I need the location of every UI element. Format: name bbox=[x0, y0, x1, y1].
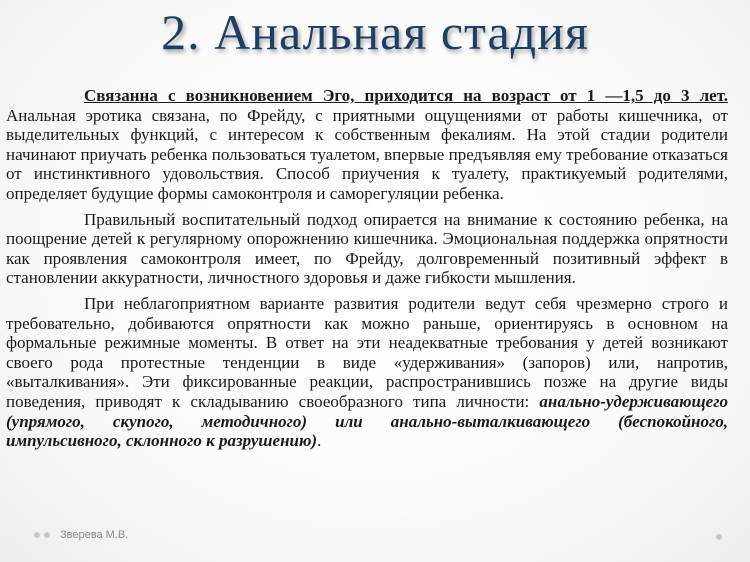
paragraph-1 bbox=[6, 86, 728, 204]
paragraph-3-emphasis: анально-удерживающего (упрямого, скупого, методичного) или анально-выталкивающего (беспокойного, импульсивного, склонного к разрушению) bbox=[6, 391, 728, 451]
paragraph-3-tail: . bbox=[317, 431, 322, 451]
slide-footer bbox=[34, 528, 128, 542]
footer-dot-icon bbox=[44, 532, 50, 538]
paragraph-3 bbox=[6, 294, 728, 451]
paragraph-1-text: Анальная эротика связана, по Фрейду, с приятными ощущениями от работы кишечника, от выделительных функций, с интересом к собственным фекалиям. На этой стадии родители начинают приучать ребенка пользоваться туалетом, впервые предъявляя ему требование отказаться от инстинктивного удовольствия. Способ приучения к туалету, практикуемый родителями, определяет будущие формы самоконтроля и саморегуляции ребенка. bbox=[6, 105, 728, 203]
paragraph-1-highlight: Связанна с возникновением Эго, приходится на возраст от 1 —1,5 до 3 лет. bbox=[84, 86, 728, 105]
slide-title: 2. Анальная стадия bbox=[161, 4, 589, 60]
footer-dot-icon bbox=[34, 532, 40, 538]
paragraph-2 bbox=[6, 210, 728, 288]
footer-right-dot-icon bbox=[716, 534, 722, 540]
paragraph-2-text: Правильный воспитательный подход опирается на внимание к состоянию ребенка, на поощрение детей к регулярному опорожнению кишечника. Эмоциональная поддержка опрятности как проявления самоконтроля имеет, по Фрейду, долговременный позитивный эффект в становлении аккуратности, личностного здоровья и даже гибкости мышления. bbox=[6, 209, 728, 288]
slide-body bbox=[6, 86, 728, 457]
footer-author: Зверева М.В. bbox=[60, 529, 129, 541]
paragraph-3-text: При неблагоприятном варианте развития родители ведут себя чрезмерно строго и требовательно, добиваются опрятности как можно раньше, ориентируясь в основном на формальные режимные моменты. В ответ на эти неадекватные требования у детей возникают своего рода протестные тенденции в виде «удерживания» (запоров) или, напротив, «выталкивания». Эти фиксированные реакции, распространившись позже на другие виды поведения, приводят к складыванию своеобразного типа личности: bbox=[6, 293, 728, 411]
